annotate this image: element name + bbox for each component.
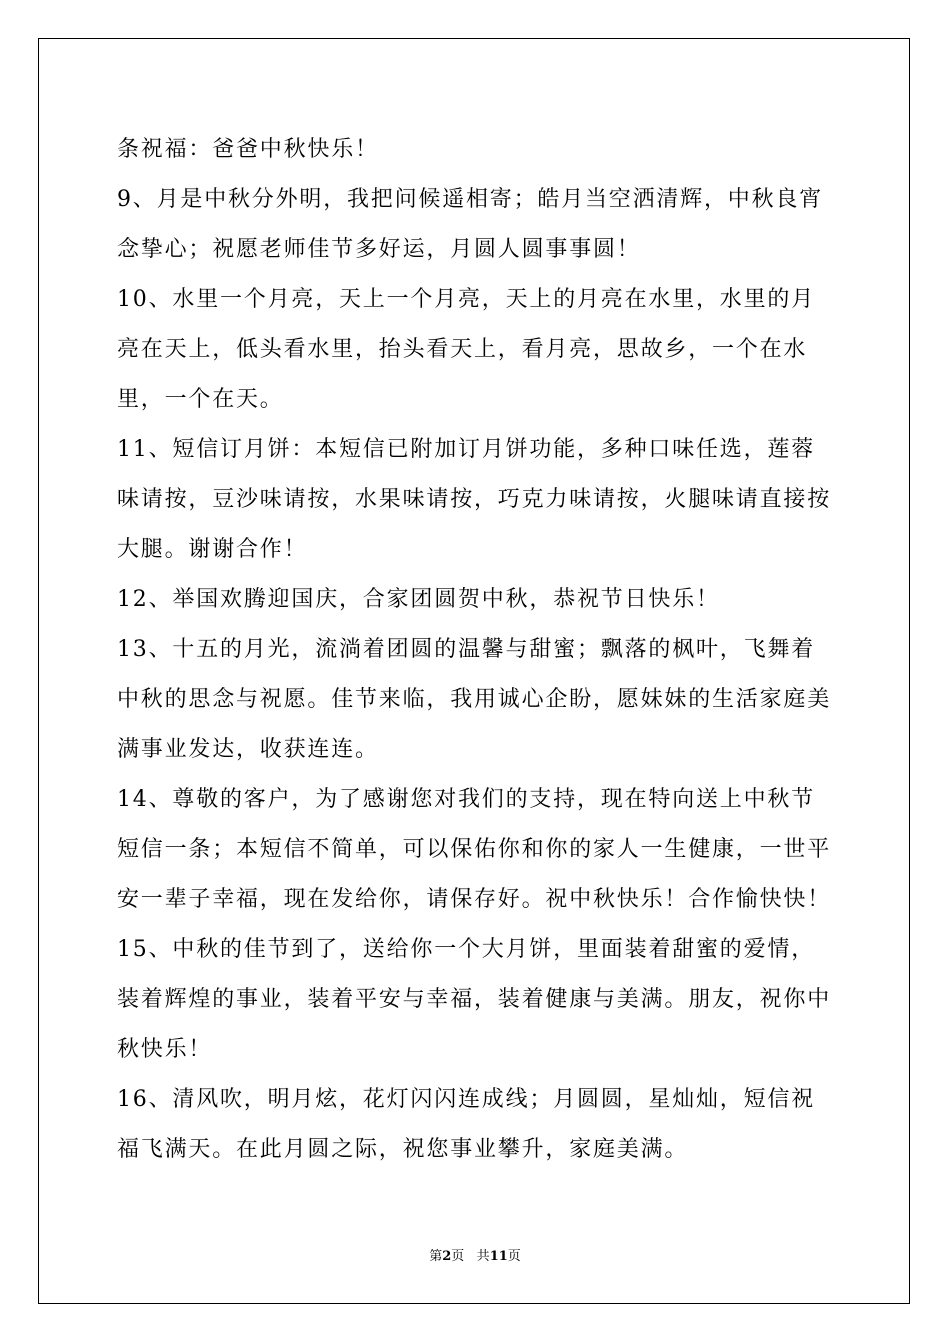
- footer-page-number: 2: [442, 1249, 452, 1264]
- paragraph-item-9: 9、月是中秋分外明，我把问候遥相寄；皓月当空洒清辉，中秋良宵念挚心；祝愿老师佳节多好运，月圆人圆事事圆！: [117, 187, 823, 262]
- paragraph-item-12: 12、举国欢腾迎国庆，合家团圆贺中秋，恭祝节日快乐！: [117, 587, 720, 612]
- footer-total-suffix: 页: [507, 1249, 521, 1264]
- footer-page-prefix: 第: [429, 1249, 443, 1264]
- footer-total-number: 11: [489, 1249, 508, 1264]
- document-body: [117, 125, 837, 1175]
- paragraph-item-10: 10、水里一个月亮，天上一个月亮，天上的月亮在水里，水里的月亮在天上，低头看水里，抬头看天上，看月亮，思故乡，一个在水里，一个在天。: [117, 287, 815, 412]
- paragraph-item-16: 16、清风吹，明月炫，花灯闪闪连成线；月圆圆，星灿灿，短信祝福飞满天。在此月圆之际，祝您事业攀升，家庭美满。: [117, 1087, 815, 1162]
- paragraph-item-11: 11、短信订月饼：本短信已附加订月饼功能，多种口味任选，莲蓉味请按，豆沙味请按，水果味请按，巧克力味请按，火腿味请直接按大腿。谢谢合作！: [117, 437, 832, 562]
- paragraph-item-13: 13、十五的月光，流淌着团圆的温馨与甜蜜；飘落的枫叶，飞舞着中秋的思念与祝愿。佳节来临，我用诚心企盼，愿妹妹的生活家庭美满事业发达，收获连连。: [117, 637, 832, 762]
- footer-page-suffix: 页: [451, 1249, 465, 1264]
- page-footer: [0, 1245, 950, 1264]
- paragraph-continued: 条祝福：爸爸中秋快乐！: [117, 137, 379, 162]
- paragraph-item-15: 15、中秋的佳节到了，送给你一个大月饼，里面装着甜蜜的爱情，装着辉煌的事业，装着平安与幸福，装着健康与美满。朋友，祝你中秋快乐！: [117, 937, 832, 1062]
- footer-total-prefix: 共: [476, 1249, 490, 1264]
- paragraph-item-14: 14、尊敬的客户，为了感谢您对我们的支持，现在特向送上中秋节短信一条；本短信不简单，可以保佑你和你的家人一生健康，一世平安一辈子幸福，现在发给你，请保存好。祝中秋快乐！合作愉快快！: [117, 787, 832, 912]
